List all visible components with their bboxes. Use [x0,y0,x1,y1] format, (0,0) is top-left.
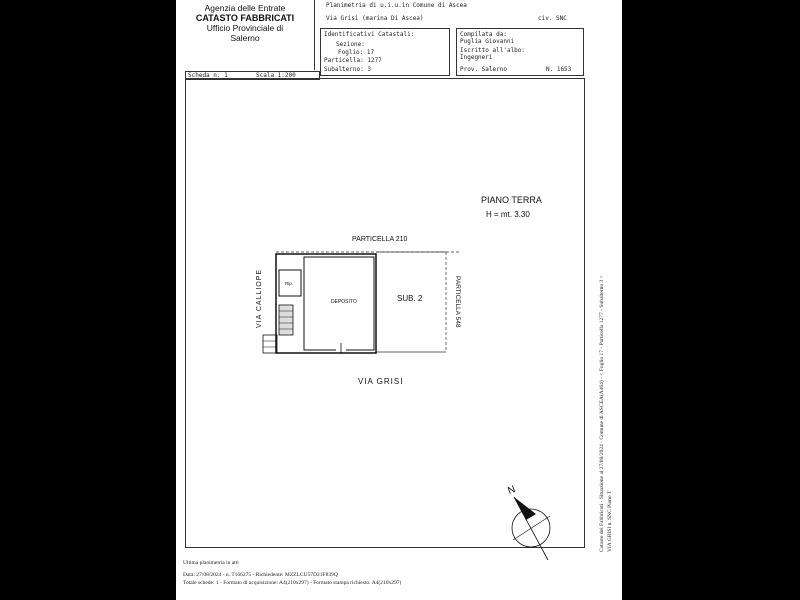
catasto-title: CATASTO FABBRICATI [195,13,295,23]
footer-totale-line: Totale schede: 1 - Formato di acquisizione: A4(210x297) - Formato stampa richiesto: A4(210x297) [183,580,402,586]
compilata-label: Compilata da: [460,31,507,38]
cadastral-sheet [176,0,622,600]
footer-data-line: Data: 27/08/2024 - n. T166275 - Richiedente: MZZLCU57D21F839Q [183,572,338,578]
via-calliope-label: VIA CALLIOPE [256,268,263,328]
north-compass [512,497,550,560]
foglio-label: Foglio: 17 [338,49,375,56]
planimetria-title: Planimetria di u.i.u.in Comune di Ascea [326,2,467,9]
sezione-label: Sezione: [336,41,365,48]
ultima-planimetria: Ultima planimetria in atti [183,560,239,566]
civic-label: civ. SNC [538,15,567,22]
via-grisi-label: VIA GRISI [358,377,404,386]
subalterno-label: Subalterno: 3 [324,66,371,73]
piano-label: PIANO TERRA [481,195,542,205]
rip-label: Rip. [285,281,294,286]
albo-label: Ingegneri [460,54,493,61]
iscritto-label: Iscritto all'albo: [460,47,526,54]
deposito-label: DEPOSITO [331,299,357,305]
scala-label: Scala 1:200 [256,72,296,79]
ufficio-label: Ufficio Provinciale di [206,23,284,33]
particella-548-label: PARTICELLA 548 [454,276,461,328]
altezza-label: H = mt. 3.30 [486,210,530,219]
number-label: N. 1653 [546,66,572,73]
scheda-label: Scheda n. 1 [188,72,228,79]
sub2-label: SUB. 2 [397,294,423,303]
city-label: Salerno [230,33,260,43]
prov-label: Prov. Salerno [460,66,507,73]
side-address-text: VIA GRISI n. SNC Piano T [607,490,613,552]
side-situation-text: Catasto dei Fabbricati - Situazione al 27/08/2024 - Comune di ASCEA(A464) - < Foglio 17 - Particella 1277 - Subalterno 3 > [599,275,605,552]
north-label: N [506,484,517,497]
particella-210-label: PARTICELLA 210 [352,236,408,243]
compiler-name: Puglia Giovanni [460,38,515,45]
address-label: Via Grisi (marina Di Ascea) [326,15,424,22]
particella-label: Particella: 1277 [324,57,382,64]
agency-name: Agenzia delle Entrate [204,3,286,13]
ident-title: Identificativi Catastali: [324,31,415,38]
